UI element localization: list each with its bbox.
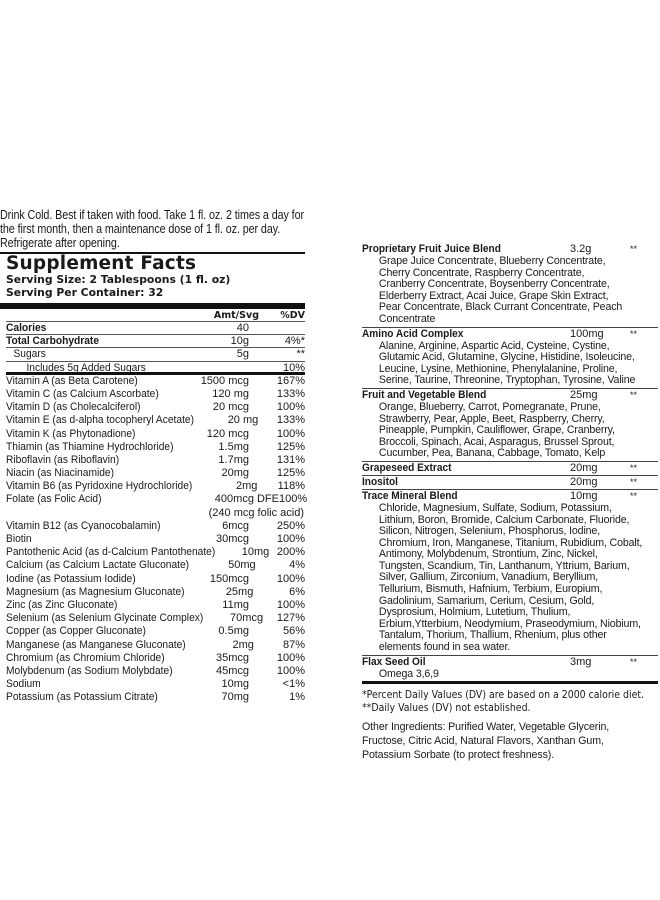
nutrient-row: Vitamin C (as Calcium Ascorbate) 120 mg 133% xyxy=(6,387,305,400)
blend-dv: ** xyxy=(630,328,638,339)
dv-header: %DV xyxy=(280,310,305,321)
footnote-dv-basis: *Percent Daily Values (DV) are based on a 2000 calorie diet. xyxy=(362,690,645,702)
nutrient-row: Calcium (as Calcium Lactate Gluconate) 50mg 4% xyxy=(6,559,305,572)
blend-ingredients: Omega 3,6,9 xyxy=(378,667,439,680)
blend-name: Inositol xyxy=(362,475,398,488)
directions-line: Drink Cold. Best if taken with food. Take 1 fl. oz. 2 times a day for xyxy=(0,208,304,222)
nutrient-row: Selenium (as Selenium Glycinate Complex) 70mcg 127% xyxy=(6,612,305,625)
nutrient-row: Vitamin K (as Phytonadione) 120 mcg 100% xyxy=(6,427,305,440)
nutrient-row: Sodium 10mg <1% xyxy=(6,678,305,691)
blend-flax-seed-oil xyxy=(362,656,658,685)
nutrient-row: Vitamin B12 (as Cyanocobalamin) 6mcg 250% xyxy=(6,519,305,532)
directions-line: Refrigerate after opening. xyxy=(0,236,120,250)
blend-grapeseed-extract xyxy=(362,462,658,476)
column-header xyxy=(6,309,305,322)
blend-amount: 3.2g xyxy=(570,243,592,255)
servings-per-container: Serving Per Container: 32 xyxy=(6,285,164,299)
nutrient-row: Riboflavin (as Riboflavin) 1.7mg 131% xyxy=(6,453,305,466)
blend-amount: 100mg xyxy=(570,327,604,340)
blend-amount: 20mg xyxy=(570,461,598,474)
blend-dv: ** xyxy=(630,244,638,254)
blend-amount: 20mg xyxy=(570,475,598,488)
supplement-facts-panel xyxy=(0,252,308,704)
nutrient-row: Copper (as Copper Gluconate) 0.5mg 56% xyxy=(6,625,305,638)
footnotes xyxy=(362,689,656,715)
nutrient-row: Magnesium (as Magnesium Gluconate) 25mg 6% xyxy=(6,585,305,598)
folate-note: (240 mcg folic acid) xyxy=(208,506,304,519)
blend-fruit-vegetable xyxy=(362,389,658,462)
footnote-not-established: **Daily Values (DV) not established. xyxy=(362,703,531,715)
nutrient-row: Chromium (as Chromium Chloride) 35mcg 100% xyxy=(6,651,305,664)
blend-name: Flax Seed Oil xyxy=(362,655,426,668)
blend-name: Proprietary Fruit Juice Blend xyxy=(362,243,501,255)
amount-header: Amt/Svg xyxy=(213,310,259,321)
blend-inositol xyxy=(362,476,658,490)
nutrient-row: Iodine (as Potassium Iodide) 150mcg 100% xyxy=(6,572,305,585)
blend-dv: ** xyxy=(630,389,638,400)
blend-amount: 25mg xyxy=(570,388,598,401)
nutrient-row: Vitamin A (as Beta Carotene) 1500 mcg 167% xyxy=(6,374,305,387)
nutrient-row: Pantothenic Acid (as d-Calcium Pantothenate) 10mg 200% xyxy=(6,546,305,559)
directions xyxy=(0,208,305,250)
blend-dv: ** xyxy=(630,462,638,473)
blend-dv: ** xyxy=(630,656,638,667)
blend-ingredients: Alanine, Arginine, Aspartic Acid, Cysteine, Cystine, Glutamic Acid, Glutamine, Glycine, Histidine, Isoleucine, Leucine, Lysine, Methionine, Phenylalanine, Proline, Serine, Taurine, Threonine, Tryptophan, Tyrosine, Valine xyxy=(378,339,636,387)
blend-trace-mineral xyxy=(362,490,658,656)
left-column xyxy=(0,208,308,704)
nutrient-row: Manganese (as Manganese Gluconate) 2mg 87% xyxy=(6,638,305,651)
nutrient-row: Biotin 30mcg 100% xyxy=(6,533,305,545)
facts-row-sugars: Sugars 5g ** xyxy=(6,348,305,361)
facts-row-total-carbohydrate: Total Carbohydrate 10g 4%* xyxy=(6,335,305,348)
facts-title: Supplement Facts xyxy=(6,253,197,274)
blend-ingredients: Grape Juice Concentrate, Blueberry Concentrate, Cherry Concentrate, Raspberry Concentrate, Cranberry Concentrate, Boysenberry Concentrate, Elderberry Extract, Acai Juice, Grape Skin Extract, Pear Concentrate, Black Currant Concentrate, Peach Concentrate xyxy=(378,255,623,325)
facts-row-added-sugars: Includes 5g Added Sugars 10% xyxy=(6,362,305,375)
serving-size: Serving Size: 2 Tablespoons (1 fl. oz) xyxy=(6,273,231,286)
nutrient-row: Vitamin D (as Cholecalciferol) 20 mcg 100% xyxy=(6,401,305,414)
nutrient-row: Vitamin B6 (as Pyridoxine Hydrochloride) 2mg 118% xyxy=(6,480,305,493)
blend-dv: ** xyxy=(630,476,638,487)
blend-amino-acid xyxy=(362,328,658,389)
blend-dv: ** xyxy=(630,490,638,501)
other-ingredients: Other Ingredients: Purified Water, Vegetable Glycerin, Fructose, Citric Acid, Natural Flavors, Xanthan Gum, Potassium Sorbate (to protect freshness). xyxy=(362,721,610,762)
nutrient-row: Niacin (as Niacinamide) 20mg 125% xyxy=(6,467,305,480)
blend-amount: 3mg xyxy=(570,655,592,668)
nutrient-row: Zinc (as Zinc Gluconate) 11mg 100% xyxy=(6,598,305,611)
blend-fruit-juice xyxy=(362,243,658,328)
blend-name: Trace Mineral Blend xyxy=(362,489,458,502)
nutrient-row-folate: Folate (as Folic Acid) 400mcg DFE 100% xyxy=(6,493,308,506)
blend-ingredients: Chloride, Magnesium, Sulfate, Sodium, Potassium, Lithium, Boron, Bromide, Calcium Carbonate, Fluoride, Silicon, Nitrogen, Selenium, Phosphorus, Iodine, Chromium, Iron, Manganese, Titanium, Rubidium, Cobalt, Antimony, Molybdenum, Strontium, Zinc, Nickel, Tungsten, Scandium, Tin, Lanthanum, Yttrium, Barium, Silver, Gallium, Zirconium, Vanadium, Beryllium, Tellurium, Bismuth, Hafnium, Terbium, Europium, Gadolinium, Samarium, Cerium, Cesium, Gold, Dysprosium, Holmium, Lutetium, Thulium, Erbium,Ytterbium, Neodymium, Praseodymium, Niobium, Tantalum, Thorium, Thallium, Rhenium, plus other elements found in sea water. xyxy=(378,501,643,654)
nutrient-row: Potassium (as Potassium Citrate) 70mg 1% xyxy=(6,691,305,704)
blend-name: Fruit and Vegetable Blend xyxy=(362,388,487,401)
blend-amount: 10mg xyxy=(570,489,598,502)
directions-line: the first month, then a maintenance dose of 1 fl. oz. per day. xyxy=(0,222,281,236)
blend-ingredients: Orange, Blueberry, Carrot, Pomegranate, Prune, Strawberry, Pear, Apple, Beet, Raspberry, Cherry, Pineapple, Pumpkin, Cauliflower, Grape, Cranberry, Broccoli, Spinach, Acai, Asparagus, Brussel Sprout, Cucumber, Pea, Banana, Cabbage, Tomato, Kelp xyxy=(378,400,615,460)
right-column xyxy=(362,243,658,762)
nutrient-list xyxy=(0,374,308,705)
nutrient-row: Vitamin E (as d-alpha tocopheryl Acetate) 20 mg 133% xyxy=(6,414,305,427)
facts-row-calories: Calories 40 xyxy=(6,322,305,335)
nutrient-row: Molybdenum (as Sodium Molybdate) 45mcg 100% xyxy=(6,664,305,677)
blend-name: Amino Acid Complex xyxy=(362,327,464,340)
nutrient-row: Thiamin (as Thiamine Hydrochloride) 1.5mg 125% xyxy=(6,440,305,453)
blend-name: Grapeseed Extract xyxy=(362,461,452,474)
